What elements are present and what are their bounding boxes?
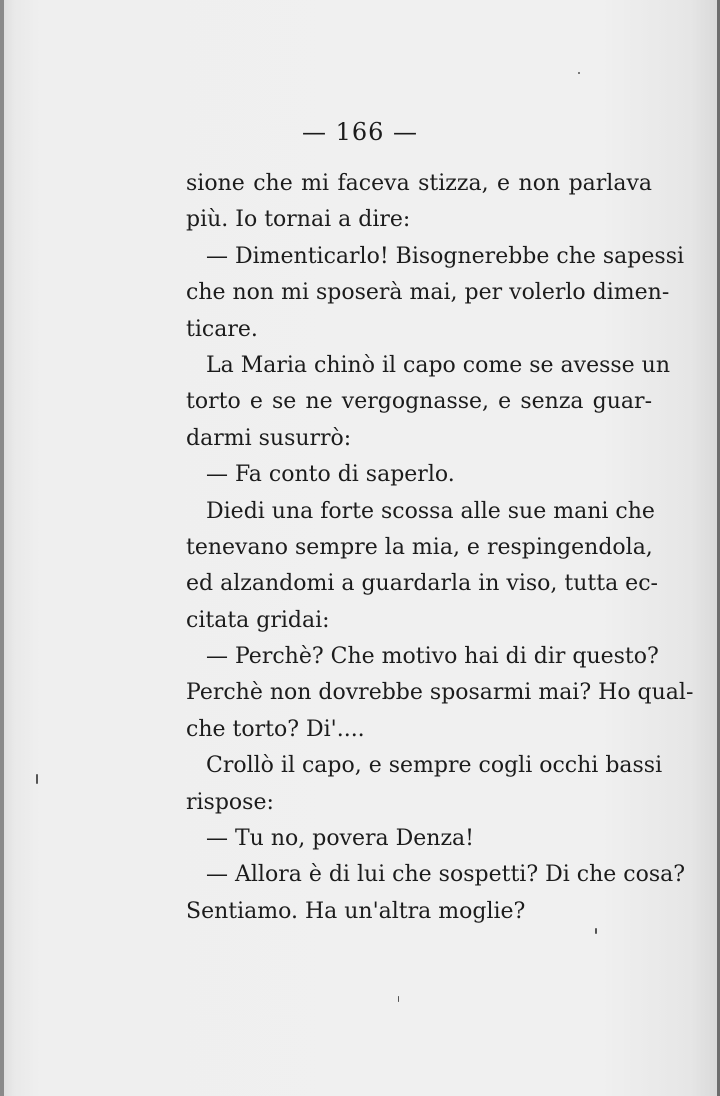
- text-line: — Tu no, povera Denza!: [206, 826, 475, 852]
- text-line: ed alzandomi a guardarla in viso, tutta ec-: [186, 571, 658, 597]
- page-left-edge: [0, 0, 4, 1096]
- text-line: — Fa conto di saperlo.: [206, 462, 455, 488]
- text-line: ticare.: [186, 316, 258, 342]
- text-line: che non mi sposerà mai, per volerlo dimen-: [186, 280, 670, 306]
- text-line: La Maria chinò il capo come se avesse un: [206, 352, 671, 378]
- paper-speck: [595, 928, 597, 934]
- text-line: — Perchè? Che motivo hai di dir questo?: [206, 644, 659, 670]
- text-line: Perchè non dovrebbe sposarmi mai? Ho qual-: [186, 680, 694, 706]
- text-line: tenevano sempre la mia, e respingendola,: [186, 534, 653, 560]
- text-line: — Allora è di lui che sospetti? Di che cosa?: [206, 862, 686, 888]
- text-line: torto e se ne vergognasse, e senza guar-: [186, 389, 652, 415]
- text-line: citata gridai:: [186, 607, 330, 633]
- paper-speck: [398, 996, 399, 1002]
- body-text: [186, 166, 694, 930]
- text-line: — Dimenticarlo! Bisognerebbe che sapessi: [206, 243, 685, 269]
- text-line: che torto? Di'....: [186, 716, 365, 742]
- page-number-header: — 166 —: [301, 118, 419, 146]
- text-line: Diedi una forte scossa alle sue mani che: [206, 498, 655, 524]
- text-line: sione che mi faceva stizza, e non parlava: [186, 171, 652, 196]
- text-line: rispose:: [186, 789, 274, 815]
- paper-speck: [36, 774, 38, 784]
- text-line: Sentiamo. Ha un'altra moglie?: [186, 898, 526, 924]
- text-line: più. Io tornai a dire:: [186, 207, 411, 233]
- paper-speck: [578, 72, 580, 74]
- text-line: Crollò il capo, e sempre cogli occhi bassi: [206, 753, 663, 779]
- text-line: darmi susurrò:: [186, 425, 352, 451]
